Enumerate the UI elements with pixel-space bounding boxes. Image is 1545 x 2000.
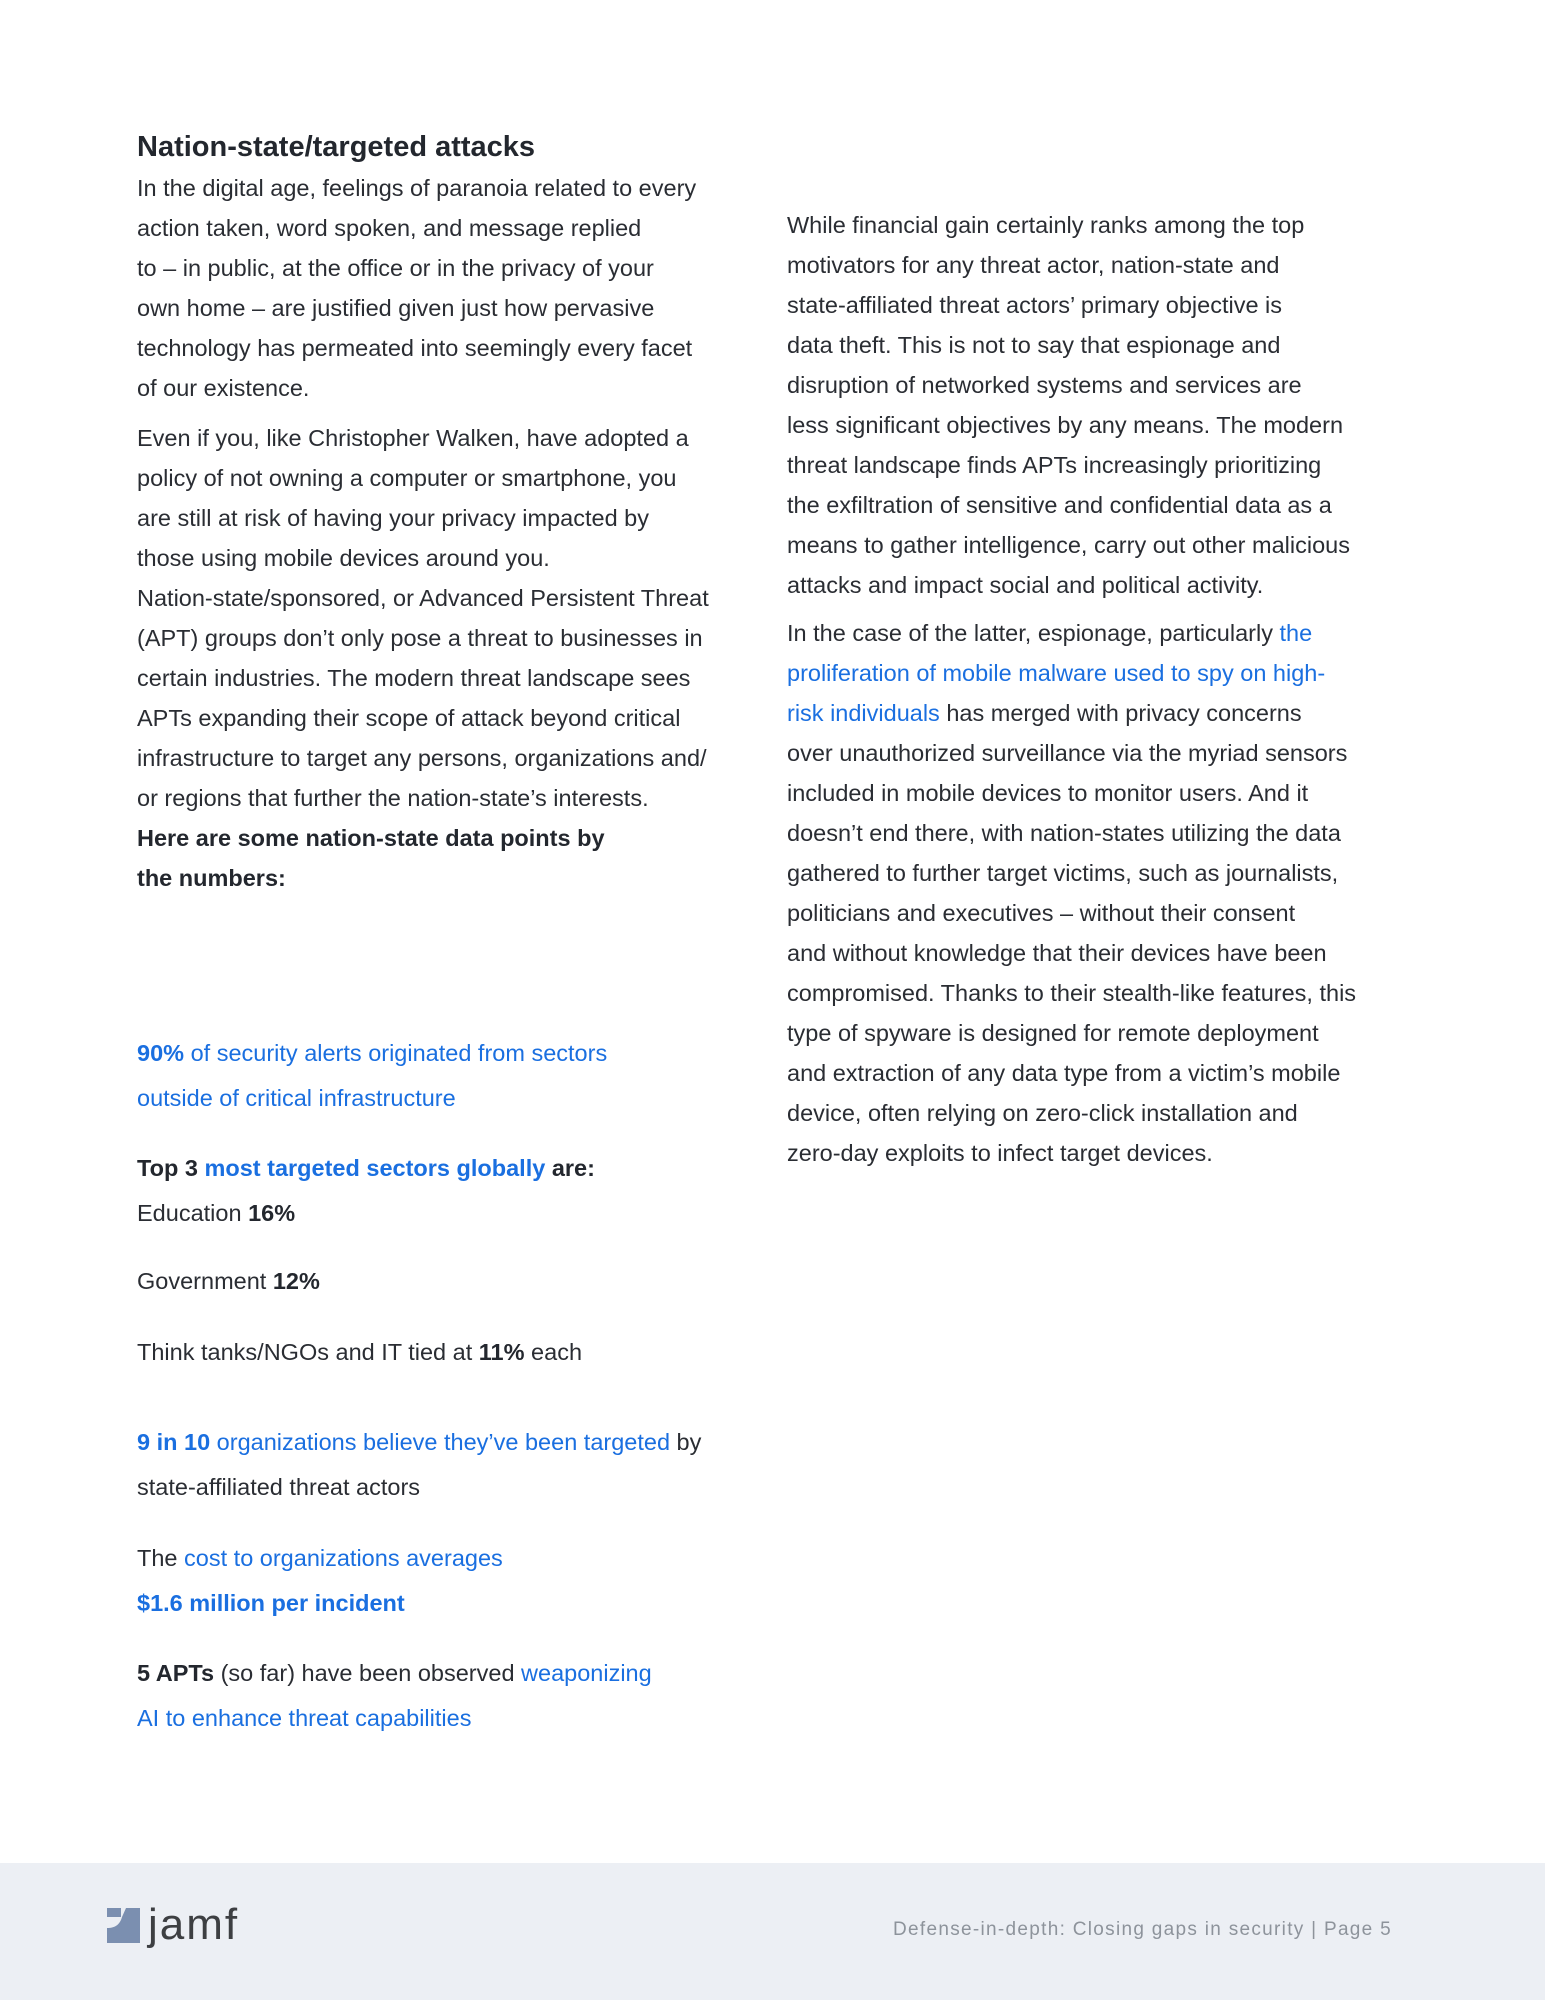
stat-think-tanks xyxy=(137,1330,582,1375)
text-segment: those using mobile devices around you. xyxy=(137,545,550,571)
text-line xyxy=(787,365,1427,405)
text-segment: Education xyxy=(137,1200,249,1226)
stat-organizations-targeted xyxy=(137,1420,701,1510)
logo-wordmark: jamf xyxy=(148,1900,240,1949)
right-paragraph-1 xyxy=(787,205,1427,605)
text-segment: less significant objectives by any means. The modern xyxy=(787,412,1344,438)
inline-link[interactable]: the xyxy=(1279,620,1313,646)
text-segment: are still at risk of having your privacy impacted by xyxy=(137,505,649,531)
text-line xyxy=(137,208,777,248)
text-line xyxy=(137,168,777,208)
text-line xyxy=(137,658,777,698)
text-segment: infrastructure to target any persons, organizations and/ xyxy=(137,745,707,771)
text-segment: Think tanks/NGOs and IT tied at xyxy=(137,1339,479,1365)
text-segment: action taken, word spoken, and message replied xyxy=(137,215,642,241)
text-segment: state-affiliated threat actors xyxy=(137,1474,421,1500)
stat-cost-per-incident xyxy=(137,1536,503,1626)
text-line xyxy=(787,285,1427,325)
text-segment: Government xyxy=(137,1268,273,1294)
left-paragraph-2 xyxy=(137,418,777,898)
text-line xyxy=(787,853,1427,893)
text-line xyxy=(137,1536,503,1581)
text-segment: (so far) have been observed xyxy=(214,1660,522,1686)
text-segment: threat landscape finds APTs increasingly prioritizing xyxy=(787,452,1322,478)
text-segment: Top 3 xyxy=(137,1155,205,1181)
text-line xyxy=(137,1696,652,1741)
text-segment: In the digital age, feelings of paranoia related to every xyxy=(137,175,697,201)
text-line xyxy=(137,578,777,618)
text-segment: 12% xyxy=(272,1268,320,1294)
jamf-logo-icon xyxy=(106,1908,140,1943)
inline-link[interactable]: most targeted sectors globally xyxy=(204,1155,546,1181)
text-line xyxy=(137,1651,652,1696)
text-line xyxy=(787,205,1427,245)
text-line xyxy=(787,525,1427,565)
text-segment: 11% xyxy=(478,1339,525,1365)
page-footer xyxy=(0,1863,1545,2000)
text-segment: doesn’t end there, with nation-states utilizing the data xyxy=(787,820,1341,846)
text-segment: policy of not owning a computer or smartphone, you xyxy=(137,465,677,491)
text-segment: Even if you, like Christopher Walken, have adopted a xyxy=(137,425,689,451)
text-segment: gathered to further target victims, such as journalists, xyxy=(787,860,1339,886)
text-segment: Nation-state/sponsored, or Advanced Persistent Threat xyxy=(137,585,709,611)
text-line xyxy=(787,613,1427,653)
inline-link[interactable]: cost to organizations averages xyxy=(184,1545,503,1571)
stat-top-sectors xyxy=(137,1146,595,1236)
text-segment: Here are some nation-state data points by xyxy=(137,825,605,851)
inline-link[interactable]: organizations believe they’ve been targeted xyxy=(210,1429,671,1455)
text-segment: and without knowledge that their devices have been xyxy=(787,940,1327,966)
text-segment: While financial gain certainly ranks among the top xyxy=(787,212,1305,238)
text-line xyxy=(787,1093,1427,1133)
text-line xyxy=(787,653,1427,693)
text-line xyxy=(137,368,777,408)
text-segment: The xyxy=(137,1545,185,1571)
text-segment: and extraction of any data type from a victim’s mobile xyxy=(787,1060,1341,1086)
text-segment: to – in public, at the office or in the privacy of your xyxy=(137,255,654,281)
text-line xyxy=(137,328,777,368)
text-line xyxy=(137,1330,582,1375)
text-line xyxy=(137,818,777,858)
text-line xyxy=(787,693,1427,733)
text-segment: technology has permeated into seemingly every facet xyxy=(137,335,693,361)
text-segment: or regions that further the nation-state’s interests. xyxy=(137,785,649,811)
text-line xyxy=(787,813,1427,853)
text-line xyxy=(137,458,777,498)
text-line xyxy=(137,1146,595,1191)
inline-link[interactable]: 90% xyxy=(137,1040,185,1066)
text-segment: type of spyware is designed for remote deployment xyxy=(787,1020,1319,1046)
text-segment: In the case of the latter, espionage, particularly xyxy=(787,620,1280,646)
text-line xyxy=(787,773,1427,813)
text-line xyxy=(137,498,777,538)
text-line xyxy=(787,485,1427,525)
text-line xyxy=(787,565,1427,605)
text-line xyxy=(787,325,1427,365)
text-line xyxy=(137,538,777,578)
text-line xyxy=(787,933,1427,973)
text-segment: disruption of networked systems and services are xyxy=(787,372,1302,398)
text-line xyxy=(137,418,777,458)
text-line xyxy=(787,405,1427,445)
text-line xyxy=(137,248,777,288)
text-segment: state-affiliated threat actors’ primary objective is xyxy=(787,292,1283,318)
text-segment: included in mobile devices to monitor users. And it xyxy=(787,780,1309,806)
text-line xyxy=(787,1133,1427,1173)
text-line xyxy=(137,858,777,898)
section-heading: Nation-state/targeted attacks xyxy=(137,131,536,163)
text-segment: data theft. This is not to say that espionage and xyxy=(787,332,1281,358)
text-segment: 16% xyxy=(248,1200,296,1226)
text-line xyxy=(137,1259,320,1304)
inline-link[interactable]: $1.6 million per incident xyxy=(137,1590,405,1616)
inline-link[interactable]: of security alerts originated from sectors xyxy=(184,1040,608,1066)
footer-page-label: Defense-in-depth: Closing gaps in security | Page 5 xyxy=(893,1919,1392,1940)
stat-security-alerts xyxy=(137,1031,607,1121)
text-segment: the numbers: xyxy=(137,865,286,891)
text-line xyxy=(787,733,1427,773)
text-segment: over unauthorized surveillance via the myriad sensors xyxy=(787,740,1348,766)
right-paragraph-2 xyxy=(787,613,1427,1173)
text-line xyxy=(787,1053,1427,1093)
left-paragraph-1 xyxy=(137,168,777,408)
text-segment: 5 APTs xyxy=(137,1660,215,1686)
text-line xyxy=(137,1191,595,1236)
inline-link[interactable]: weaponizing xyxy=(521,1660,652,1686)
stat-government xyxy=(137,1259,320,1304)
text-line xyxy=(137,738,777,778)
text-segment: the exfiltration of sensitive and confidential data as a xyxy=(787,492,1332,518)
text-segment: each xyxy=(524,1339,583,1365)
text-line xyxy=(787,973,1427,1013)
text-segment: attacks and impact social and political activity. xyxy=(787,572,1264,598)
text-line xyxy=(137,618,777,658)
text-segment: device, often relying on zero-click installation and xyxy=(787,1100,1298,1126)
text-segment: motivators for any threat actor, nation-state and xyxy=(787,252,1280,278)
text-line xyxy=(137,1076,607,1121)
text-line xyxy=(787,245,1427,285)
text-line xyxy=(787,1013,1427,1053)
text-segment: own home – are justified given just how pervasive xyxy=(137,295,655,321)
text-line xyxy=(137,778,777,818)
inline-link[interactable]: proliferation of mobile malware used to spy on high- xyxy=(787,660,1326,686)
inline-link[interactable]: outside of critical infrastructure xyxy=(137,1085,456,1111)
text-line xyxy=(137,1465,701,1510)
text-line xyxy=(137,1581,503,1626)
text-segment: APTs expanding their scope of attack beyond critical xyxy=(137,705,681,731)
text-segment: of our existence. xyxy=(137,375,310,401)
text-segment: has merged with privacy concerns xyxy=(939,700,1302,726)
text-segment: (APT) groups don’t only pose a threat to businesses in xyxy=(137,625,703,651)
text-segment: certain industries. The modern threat landscape sees xyxy=(137,665,691,691)
text-line xyxy=(137,1420,701,1465)
text-line xyxy=(137,1031,607,1076)
text-segment: are: xyxy=(545,1155,595,1181)
inline-link[interactable]: 9 in 10 xyxy=(137,1429,211,1455)
text-segment: compromised. Thanks to their stealth-like features, this xyxy=(787,980,1357,1006)
text-segment: politicians and executives – without their consent xyxy=(787,900,1296,926)
text-line xyxy=(137,698,777,738)
text-segment: by xyxy=(670,1429,702,1455)
inline-link[interactable]: risk individuals xyxy=(787,700,940,726)
inline-link[interactable]: AI to enhance threat capabilities xyxy=(137,1705,472,1731)
text-segment: zero-day exploits to infect target devices. xyxy=(787,1140,1213,1166)
text-line xyxy=(787,445,1427,485)
text-line xyxy=(137,288,777,328)
jamf-logo xyxy=(106,1900,240,1949)
stat-apts-weaponizing-ai xyxy=(137,1651,652,1741)
text-line xyxy=(787,893,1427,933)
text-segment: means to gather intelligence, carry out other malicious xyxy=(787,532,1350,558)
